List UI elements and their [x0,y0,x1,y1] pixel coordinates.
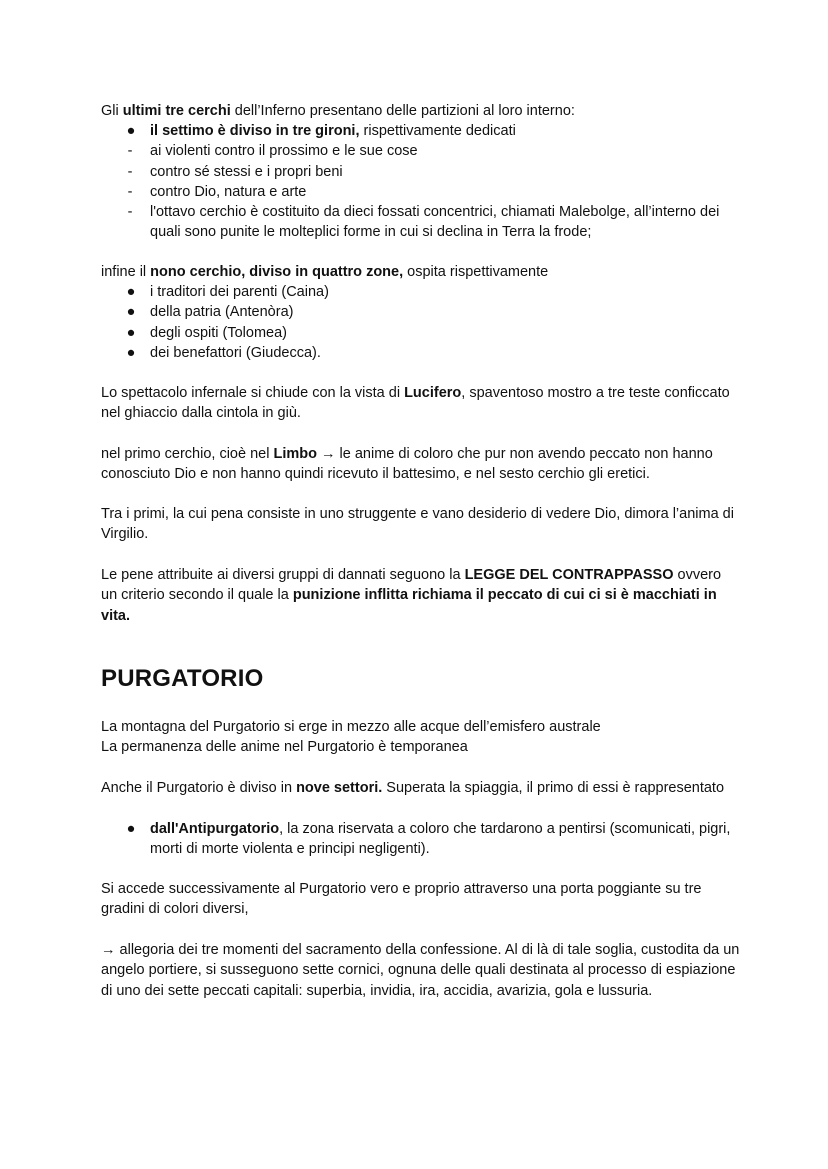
list-item [101,819,741,860]
list-item [101,302,741,322]
list-item [101,182,741,202]
paragraph-text: La permanenza delle anime nel Purgatorio è temporanea [101,739,468,756]
list-item-text: rispettivamente dedicati [359,123,516,139]
paragraph-bold: nove settori. [296,780,383,796]
paragraph-text: Si accede successivamente al Purgatorio vero e proprio attraverso una porta poggiante su tre gradini di colori diversi, [101,881,702,918]
list-item-text: i traditori dei parenti (Caina) [150,284,329,300]
paragraph-bold: LEGGE DEL CONTRAPPASSO [464,567,674,583]
ultimi-cerchi-intro [101,101,741,121]
ultimi-cerchi-list [101,121,741,243]
allegoria-paragraph [101,940,741,1001]
paragraph-text: Lo spettacolo infernale si chiude con la vista di [101,385,405,401]
lucifero-paragraph [101,383,741,424]
paragraph-text: nel primo cerchio, cioè nel [101,446,274,462]
paragraph-text: Superata la spiaggia, il primo di essi è rappresentato [382,780,725,796]
virgilio-paragraph [101,504,741,545]
bullet-icon: ● [126,344,136,361]
paragraph-text: , spaventoso mostro a tre teste conficcato nel ghiaccio dalla cintola in giù. [101,385,730,422]
intro-bold: ultimi tre cerchi [122,103,231,119]
paragraph-text: Anche il Purgatorio è diviso in [101,780,297,796]
bullet-icon: ● [126,821,136,837]
bullet-icon: ● [126,284,136,300]
intro-text: Gli [101,103,123,119]
list-item [101,343,741,363]
paragraph-bold: punizione inflitta richiama il peccato di cui ci si è macchiati in vita. [101,587,717,624]
dash-icon: - [127,143,133,160]
bullet-icon: ● [126,123,136,139]
list-item [101,141,741,161]
dash-icon: - [127,204,133,221]
list-item-text: ai violenti contro il prossimo e le sue cose [150,143,418,160]
list-item-text: della patria (Antenòra) [150,304,294,321]
nono-cerchio-intro [101,262,741,282]
dash-icon: - [127,183,133,200]
bullet-icon: ● [126,304,136,321]
list-item [101,202,741,243]
paragraph-text: ovvero un criterio secondo il quale la [101,567,722,604]
list-item-bold: il settimo è diviso in tre gironi, [150,123,360,139]
list-item-text: l'ottavo cerchio è costituito da dieci fossati concentrici, chiamati Malebolge, all’interno dei quali sono punite le molteplici forme in cui si declina in Terra la frode; [150,204,720,241]
list-item [101,282,741,302]
dash-icon: - [127,163,133,180]
list-item-text: contro sé stessi e i propri beni [150,163,343,180]
list-item-text: , la zona riservata a coloro che tardarono a pentirsi (scomunicati, pigri, morti di morte violenta e principi negligenti). [150,821,731,858]
limbo-paragraph [101,444,741,485]
list-item [101,121,741,141]
intro-bold: nono cerchio, diviso in quattro zone, [150,264,404,280]
intro-text: ospita rispettivamente [403,264,549,280]
list-item [101,323,741,343]
paragraph-text: → allegoria dei tre momenti del sacramento della confessione. Al di là di tale soglia, custodita da un angelo portiere, si susseguono sette cornici, ognuna delle quali destinata al processo di espiazione di uno dei sette peccati capitali: superbia, invidia, ira, accidia, avarizia, gola e lussuria. [101,942,740,999]
bullet-icon: ● [126,324,136,341]
nove-settori-paragraph [101,778,741,798]
purgatorio-intro [101,717,741,758]
paragraph-text: Le pene attribuite ai diversi gruppi di dannati seguono la [101,567,465,583]
contrappasso-paragraph [101,565,741,626]
paragraph-text: → le anime di coloro che pur non avendo peccato non hanno conosciuto Dio e non hanno quindi ricevuto il battesimo, e nel sesto cerchio gli eretici. [101,446,713,483]
intro-text: dell’Inferno presentano delle partizioni al loro interno: [230,103,575,119]
list-item-text: dei benefattori (Giudecca). [150,344,321,361]
nono-cerchio-list [101,282,741,363]
paragraph-bold: Lucifero [404,385,462,401]
porta-paragraph [101,879,741,920]
section-heading-purgatorio: PURGATORIO [101,665,264,692]
list-item [101,162,741,182]
list-item-text: degli ospiti (Tolomea) [150,324,288,341]
list-item-bold: dall'Antipurgatorio [150,821,280,837]
paragraph-bold: Limbo [273,446,317,462]
intro-text: infine il [101,264,151,280]
list-item-text: contro Dio, natura e arte [150,183,307,200]
antipurgatorio-list [101,819,741,860]
paragraph-text: La montagna del Purgatorio si erge in mezzo alle acque dell’emisfero australe [101,719,601,735]
paragraph-text: Tra i primi, la cui pena consiste in uno struggente e vano desiderio di vedere Dio, dimora l’anima di Virgilio. [101,506,734,543]
